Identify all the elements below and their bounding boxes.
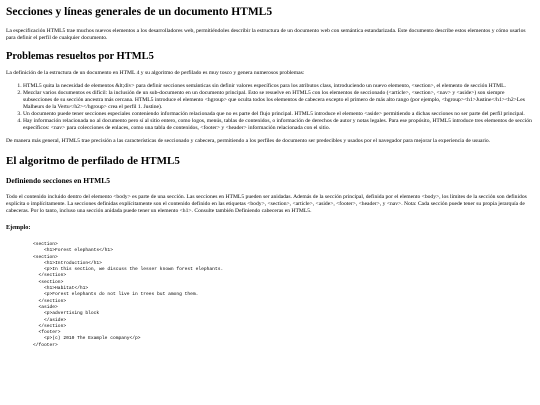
algorithm-paragraph: Todo el contenido incluido dentro del elemento <body> es parte de una sección. Las secciones en HTML5 pueden ser anidadas. Además de la sección principal, definida por el elemento <body>, los límites de la sección son definidos explícita o implícitamente. La secciones definidas explícitamente son el contenido definido en las etiquetas <body>, <section>, <article>, <aside>, <footer>, <header>, y <nav>. Nota: Cada sección puede tener su propia jerarquía de cabeceras. Por lo tanto, incluso una sección anidada puede tener un elemento <h1>. Consulte también Definiendo cabeceras en HTML5. — [6, 194, 527, 214]
intro-paragraph: La especificación HTML5 trae muchos nuevos elementos a los desarrolladores web, permitiéndoles describir la estructura de un documento web con semántica estandarizada. Este documento describe estos elementos y cómo usarlos para definir el perfil de cualquier documento. — [6, 28, 526, 41]
algorithm-subheading: Definiendo secciones en HTML5 — [6, 176, 110, 185]
algorithm-heading: El algoritmo de perfilado de HTML5 — [6, 155, 180, 167]
problems-lead: La definición de la estructura de un documento en HTML 4 y su algoritmo de perfilado es muy tosco y genera numerosos problemas: — [6, 70, 305, 76]
code-example: <section> <h1>Forest elephants</h1> <section> <h1>Introduction</h1> <p>In this section, we discuss the lesser known forest elephants. </section> <section> <h1>Habitat</h1> <p>Forest elephants do not live in trees but among them. </section> <aside> <p>advertising block </aside> </section> <footer> <p>(c) 2010 The Example company</p> </footer> — [33, 242, 224, 348]
problem-item: 3. Un documento puede tener secciones especiales conteniendo información relacionada que no es parte del flujo principal. HTML5 introduce el elemento <aside> permitiendo a dichas secciones no ser parte del perfil principal. — [23, 111, 534, 118]
problems-list — [6, 83, 534, 132]
problem-item: 2. Mezclar varios documentos es difícil: la inclusión de un sub-documento en un documento principal. Esto se resuelve en HTML5 con los elementos de seccionado (<article>, <section>, <nav> y <aside>) son siempre subsecciones de su sección ancestra más cercana. HTML5 introduce el elemento <hgroup> que oculta todos los elementos de cabecera excepto el primero de más alto rango (por ejemplo, <hgroup><h1>Justine</h1><h2>Les Malheurs de la Vertu</h2></hgroup> crea el perfil 1. Justine). — [23, 90, 534, 111]
problems-conclusion: De manera más general, HTML5 trae precisión a las características de seccionado y cabecera, permitiendo a los perfiles de documento ser predecibles y usados por el navegador para mejorar la experiencia de usuario. — [6, 138, 491, 144]
example-label: Ejemplo: — [6, 224, 31, 231]
problem-item: 1. HTML5 quita la necesidad de elementos &lt;div> para definir secciones semánticas sin definir valores específicos para los atributos class, introduciendo un nuevo elemento, <section>, el elemento de sección HTML. — [23, 83, 534, 90]
problems-heading: Problemas resueltos por HTML5 — [6, 51, 154, 62]
page-title: Secciones y líneas generales de un documento HTML5 — [6, 6, 273, 18]
problem-item: 4. Hay información relacionada no al documento pero sí al sitio entero, como logos, menús, tablas de contenidos, o información de derechos de autor y notas legales. Para ese propósito, HTML5 introduce tres elementos de sección específicos: <nav> para colecciones de enlaces, como una tabla de contenidos, <footer> y <header> información relacionada con el sitio. — [23, 118, 534, 132]
